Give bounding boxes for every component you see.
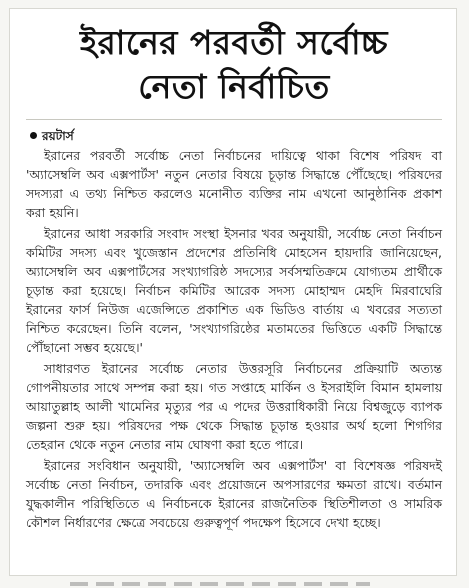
- headline-divider: [26, 119, 442, 120]
- headline-line-2: নেতা নির্বাচিত: [138, 67, 330, 106]
- article-body: [26, 146, 442, 532]
- paragraph-1: ইরানের পরবর্তী সর্বোচ্চ নেতা নির্বাচনের দায়িত্বে থাকা বিশেষ পরিষদ বা 'অ্যাসেম্বলি অব এক্সপার্টস' নতুন নেতার বিষয়ে চূড়ান্ত সিদ্ধান্তে পৌঁছেছে। পরিষদের সদস্যরা এ তথ্য নিশ্চিত করলেও মনোনীত ব্যক্তির নাম এখনো আনুষ্ঠানিক প্রকাশ করা হয়নি।: [26, 148, 442, 220]
- next-article-edge: [70, 582, 370, 586]
- news-clipping: [9, 8, 457, 576]
- bullet-icon: [30, 132, 37, 139]
- headline: [26, 21, 442, 109]
- paragraph-4: ইরানের সংবিধান অনুযায়ী, 'অ্যাসেম্বলি অব এক্সপার্টস' বা বিশেষজ্ঞ পরিষদই সর্বোচ্চ নেতা নির্বাচন, তদারকি এবং প্রয়োজনে অপসারণের ক্ষমতা রাখে। বর্তমান যুদ্ধকালীন পরিস্থিতিতে এ নির্বাচনকে ইরানের রাজনৈতিক স্থিতিশীলতা ও সামরিক কৌশল নির্ধারণের ক্ষেত্রে সবচেয়ে গুরুত্বপূর্ণ পদক্ষেপ হিসেবে দেখা হচ্ছে।: [26, 458, 442, 530]
- byline-source: রয়টার্স: [42, 129, 74, 143]
- byline: [30, 128, 442, 145]
- paragraph-2: ইরানের আধা সরকারি সংবাদ সংস্থা ইসনার খবর অনুযায়ী, সর্বোচ্চ নেতা নির্বাচন কমিটির সদস্য এবং খুজেস্তান প্রদেশের প্রতিনিধি মোহসেন হায়দারি জানিয়েছেন, অ্যাসেম্বলি অব এক্সপার্টসের সংখ্যাগরিষ্ঠ সদস্যের সর্বসম্মতিক্রমে যোগ্যতম প্রার্থীকে চূড়ান্ত করা হয়েছে। নির্বাচন কমিটির আরেক সদস্য মোহাম্মদ মেহদি মিরবাঘেরি ইরানের ফার্স নিউজ এজেন্সিতে প্রকাশিত এক ভিডিও বার্তায় এ খবরের সত্যতা নিশ্চিত করেছেন। তিনি বলেন, 'সংখ্যাগরিষ্ঠের মতামতের ভিত্তিতে একটি সিদ্ধান্তে পৌঁছানো সম্ভব হয়েছে।': [26, 226, 442, 355]
- headline-line-1: ইরানের পরবর্তী সর্বোচ্চ: [79, 23, 389, 62]
- paragraph-3: সাধারণত ইরানের সর্বোচ্চ নেতার উত্তরসূরি নির্বাচনের প্রক্রিয়াটি অত্যন্ত গোপনীয়তার সাথে সম্পন্ন করা হয়। গত সপ্তাহে মার্কিন ও ইসরাইলি বিমান হামলায় আয়াতুল্লাহ আলী খামেনির মৃত্যুর পর এ পদের উত্তরাধিকারী নিয়ে বিশ্বজুড়ে ব্যাপক জল্পনা শুরু হয়। পরিষদের পক্ষ থেকে সিদ্ধান্ত চূড়ান্ত হওয়ার অর্থ হলো শিগগির তেহরান থেকে নতুন নেতার নাম ঘোষণা করা হতে পারে।: [26, 361, 442, 452]
